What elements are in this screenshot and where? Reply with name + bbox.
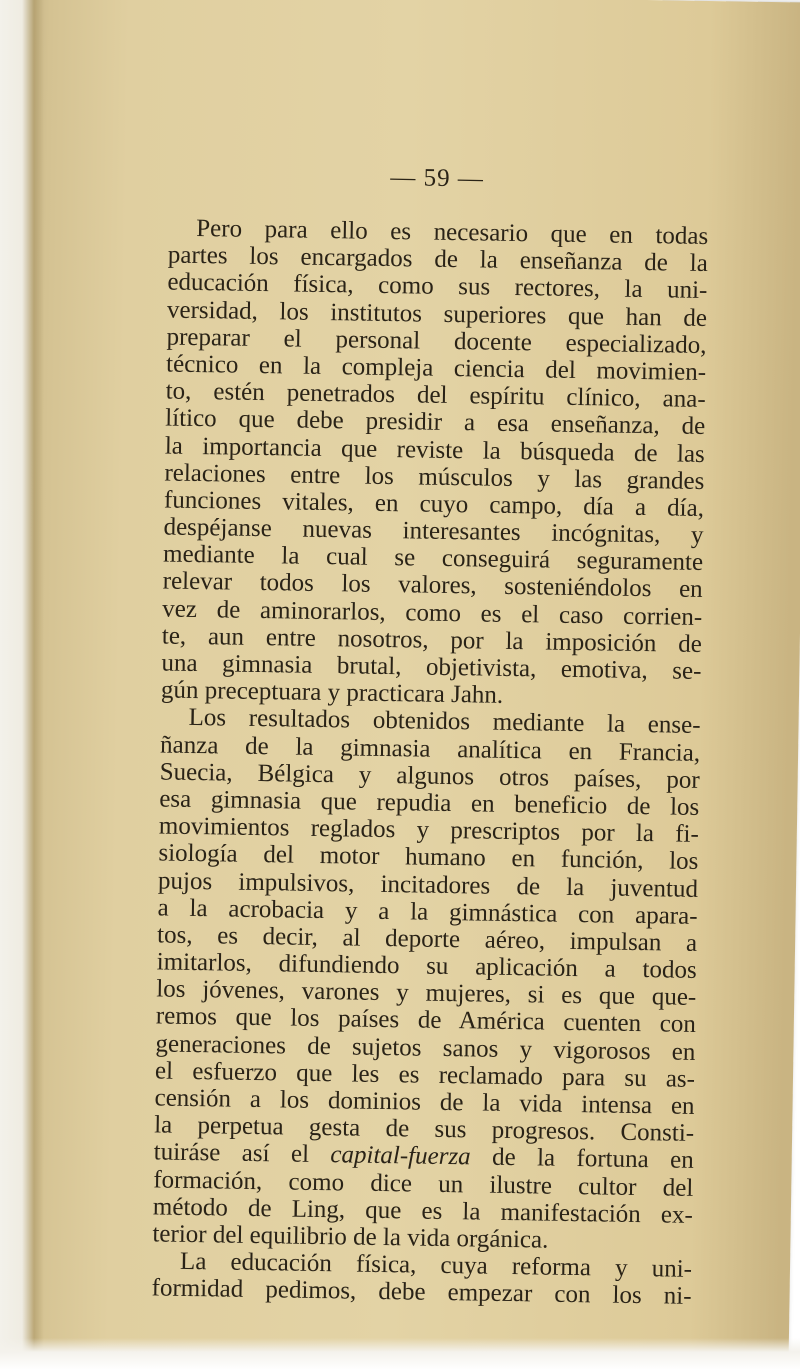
text-line: La educación física, cuya reforma y uni- [179, 1247, 693, 1283]
text-segment: de la fortuna en [470, 1143, 694, 1175]
text-line: versidad, los institutos superiores que han de [166, 296, 708, 332]
text-line: to, estén penetrados del espíritu clínico, ana- [165, 377, 706, 414]
italic-term: capital-fuerza [330, 1141, 471, 1171]
text-line: formación, como dice un ilustre cultor del [153, 1165, 694, 1202]
text-line: tos, es decir, al deporte aéreo, impulsan a [156, 921, 698, 957]
text-line: gún preceptuara y practicara Jahn. [160, 676, 504, 710]
text-line: método de Ling, que es la manifestación ex- [152, 1193, 694, 1229]
text-line: partes los encargados de la enseñanza de la [167, 241, 708, 278]
text-line: generaciones de sujetos sanos y vigorosos en [155, 1030, 696, 1066]
text-segment: tuiráse así el [153, 1138, 331, 1169]
body-text [151, 215, 708, 1311]
text-line: censión a los dominios de la vida intensa en [154, 1084, 695, 1120]
page-binding-edge [0, 0, 44, 1370]
text-line: despéjanse nuevas interesantes incógnitas, y [163, 513, 704, 550]
text-line: Pero para ello es necesario que en todas [196, 214, 709, 250]
text-line: funciones vitales, en cuyo campo, día a día, [163, 486, 705, 522]
text-line: el esfuerzo que les es reclamado para su as- [154, 1057, 696, 1093]
text-line: lítico que debe presidir a esa enseñanza, de [165, 404, 706, 441]
text-line: la importancia que reviste la búsqueda de las [164, 431, 706, 468]
text-line: Los resultados obtenidos mediante la ense- [188, 704, 701, 740]
text-line: imitarlos, difundiendo su aplicación a todos [156, 948, 697, 984]
text-line: relaciones entre los músculos y las grandes [164, 459, 705, 495]
text-line: movimientos reglados y prescriptos por la fi- [158, 812, 700, 849]
text-line: siología del motor humano en función, los [158, 839, 699, 876]
page-number: — 59 — [390, 163, 485, 193]
text-line: preparar el personal docente especializado, [166, 323, 707, 359]
text-line: esa gimnasia que repudia en beneficio de los [159, 785, 700, 821]
text-line: técnico en la compleja ciencia del movimien- [165, 350, 707, 386]
page-bottom-edge [0, 1338, 800, 1370]
text-line: te, aun entre nosotros, por la imposición de [161, 622, 703, 658]
text-line: mediante la cual se conseguirá seguramente [162, 540, 704, 577]
text-line: los jóvenes, varones y mujeres, si es que que- [156, 975, 697, 1012]
text-line: terior del equilibrio de la vida orgánica. [152, 1220, 549, 1254]
text-line: pujos impulsivos, incitadores de la juventud [157, 866, 699, 903]
text-line: la perpetua gesta de sus progresos. Consti- [153, 1111, 695, 1148]
text-line: vez de aminorarlos, como es el caso corrien- [162, 595, 703, 631]
text-line: educación física, como sus rectores, la uni- [167, 268, 708, 305]
text-line: formidad pedimos, debe empezar con los ni- [151, 1274, 692, 1311]
text-line: relevar todos los valores, sosteniéndolos en [162, 567, 703, 604]
text-line: remos que los países de América cuenten con [155, 1002, 697, 1039]
text-line: una gimnasia brutal, objetivista, emotiva, se- [161, 649, 702, 685]
text-line: ñanza de la gimnasia analítica en Francia, [159, 731, 701, 767]
text-line: a la acrobacia y a la gimnástica con apara- [157, 894, 698, 930]
text-line: Suecia, Bélgica y algunos otros países, por [159, 758, 700, 794]
